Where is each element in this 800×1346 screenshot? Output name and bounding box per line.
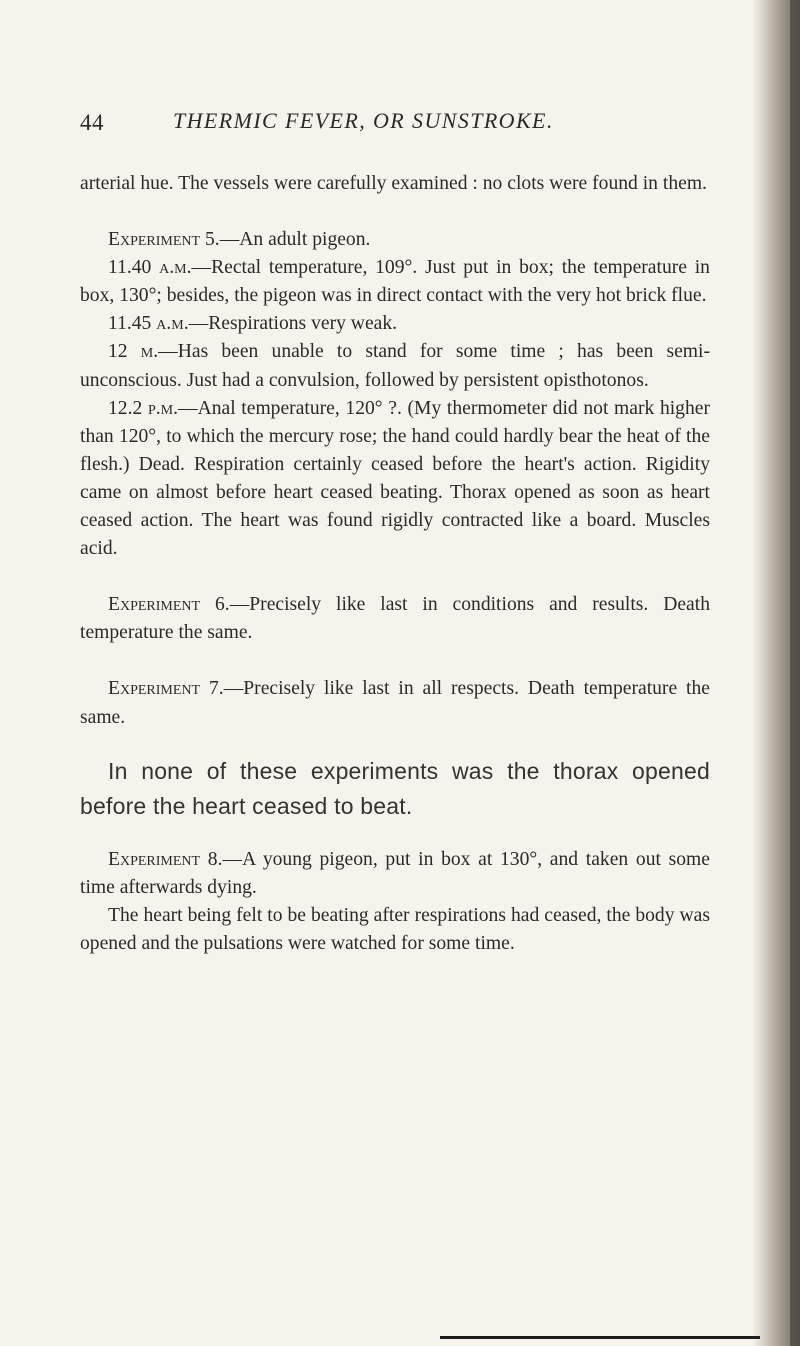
body-text [80, 170, 710, 958]
paragraph-text: arterial hue. The vessels were carefully examined : no clots were found in them. [80, 173, 707, 194]
paragraph-text: 6.—Precisely like last in conditions and results. Death temperature the same. [80, 594, 710, 644]
paragraph-text: —Anal temperature, 120° ?. (My thermometer did not mark higher than 120°, to which the mercury rose; the hand could hardly bear the heat of the flesh.) Dead. Respiration certainly ceased before the heart's action. Rigidity came on almost before heart ceased beating. Thorax opened as soon as heart ceased action. The heart was found rigidly contracted like a board. Muscles acid. [80, 397, 710, 560]
experiment-label: Experiment [108, 848, 201, 870]
experiment-6-paragraph [80, 591, 710, 647]
binding-shadow [790, 0, 800, 1346]
experiment-8-paragraph [80, 846, 710, 902]
bottom-edge-rule [440, 1336, 760, 1339]
page-number: 44 [80, 110, 104, 135]
running-head: THERMIC FEVER, OR SUNSTROKE. [173, 108, 554, 133]
paragraph-text: 8.—A young pigeon, put in box at 130°, and taken out some time afterwards dying. [80, 848, 710, 898]
time-label: 11.45 a.m. [108, 313, 189, 335]
paragraph-text: —Has been unable to stand for some time ; has been semi-unconscious. Just had a convulsion, followed by persistent opisthotonos. [80, 341, 711, 391]
time-label: 12.2 p.m. [108, 397, 178, 419]
time-label: 11.40 a.m. [108, 257, 192, 279]
heart-observation-paragraph [80, 902, 710, 958]
time-entry-1140 [80, 254, 710, 310]
time-entry-1145 [80, 310, 710, 338]
time-entry-12m [80, 338, 710, 394]
experiment-7-paragraph [80, 675, 710, 731]
time-label: 12 m. [108, 341, 159, 363]
paragraph-text: 5.—An adult pigeon. [200, 229, 371, 251]
paragraph-text: 7.—Precisely like last in all respects. Death temperature the same. [80, 678, 710, 728]
time-entry-122pm [80, 395, 710, 564]
paragraph-text: The heart being felt to be beating after respirations had ceased, the body was opened and the pulsations were watched for some time. [80, 904, 710, 954]
experiment-label: Experiment [108, 678, 201, 700]
experiment-label: Experiment [108, 594, 201, 616]
inserted-note [80, 754, 710, 824]
experiment-label: Experiment [108, 229, 201, 251]
page-header [80, 108, 720, 138]
paragraph-text: —Respirations very weak. [188, 313, 398, 335]
experiment-5-heading [80, 226, 710, 254]
paragraph-continuation [80, 170, 710, 198]
paragraph-text: —Rectal temperature, 109°. Just put in box; the temperature in box, 130°; besides, the pigeon was in direct contact with the very hot brick flue. [80, 257, 710, 307]
note-text: In none of these experiments was the thorax opened before the heart ceased to beat. [80, 757, 710, 819]
